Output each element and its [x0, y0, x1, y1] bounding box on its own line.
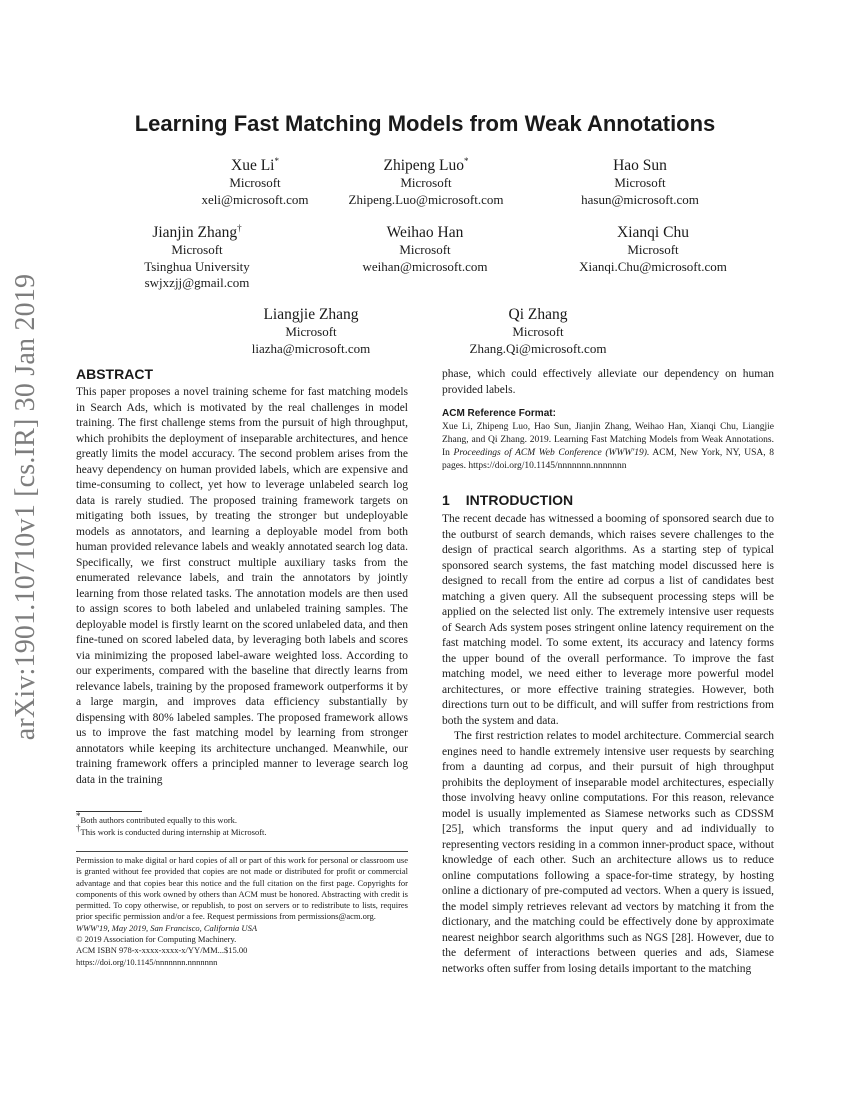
author-name: Qi Zhang	[508, 306, 568, 323]
isbn-line: ACM ISBN 978-x-xxxx-xxxx-x/YY/MM...$15.00	[76, 945, 248, 956]
author-block	[311, 156, 541, 208]
author-name: Jianjin Zhang	[152, 224, 238, 241]
abstract-continuation: phase, which could effectively alleviate our dependency on human provided labels.	[442, 368, 774, 396]
author-email: liazha@microsoft.com	[251, 340, 371, 356]
author-affiliation: Microsoft	[399, 242, 451, 257]
footnote	[76, 811, 408, 826]
author-block	[538, 223, 768, 275]
introduction-paragraph: The first restriction relates to model architecture. Commercial search engines need to handle extremely intensive user requests by searching from a daunting ad corpus, and their pursuit of high throughput prohibits the deployment of inseparable model architectures, especially those involving heavy online computations. For this reason, relevance model is usually implemented as Siamese networks such as CDSSM [25], which transforms the input query and ad individually to representing vectors residing in a common inner-product space, without knowledge of each other. Such an architecture allows us to reduce online computations following a space-for-time strategy, by hosting online a dictionary of pre-computed ad vectors. When a query is issued, the model simply retrieves relevant ad vectors by matching it from the dictionary, and the matching could be effectively done by approximate nearest neighbor search algorithms such as NGS [28]. However, due to the deferment of interactions between queries and ads, Siamese networks often suffer from losing details important to the matching	[442, 730, 774, 975]
author-name: Xue Li	[231, 157, 275, 174]
paper-title: Learning Fast Matching Models from Weak Annotations	[134, 111, 716, 136]
author-affiliation: Microsoft	[627, 242, 679, 257]
abstract-text: This paper proposes a novel training scheme for fast matching models in Search Ads, which is motivated by the real challenges in model training. The first challenge stems from the pursuit of high throughput, which prohibits the deployment of inseparable architectures, and hence greatly limits the model accuracy. The second problem arises from the heavy dependency on human provided labels, which are expensive and time-consuming to collect, yet how to leverage unlabeled search log data is rarely studied. The proposed training framework targets on mitigating both issues, by treating the stronger but undeployable models as annotators, and learning a deployable model from both human provided relevance labels and weakly annotated search log data. Specifically, we first construct multiple auxiliary tasks from the enumerated relevance labels, and train the annotators by jointly learning from those related tasks. The annotation models are then used to assign scores to both labeled and unlabeled training samples. The deployable model is firstly learnt on the scored unlabeled data, and then fine-tuned on scored labeled data, by leveraging both labels and scores via minimizing the proposed label-aware weighted loss. According to our experiments, compared with the baseline that directly learns from relevance labels, training by the proposed framework outperforms it by a large margin, and improves data efficiency substantially by dispensing with 80% labeled samples. The proposed framework allows us to improve the fast matching model by learning from stronger annotators while keeping its architecture unchanged. Meanwhile, our training framework offers a principled manner to leverage search log data in the training	[76, 386, 408, 786]
author-mark: *	[274, 155, 279, 166]
author-block	[423, 305, 653, 357]
permission-divider	[76, 851, 408, 852]
author-name: Zhipeng Luo	[383, 157, 464, 174]
abstract-section	[76, 366, 408, 788]
section-number: 1	[442, 492, 450, 508]
author-affiliation: Microsoft	[285, 324, 337, 339]
right-column	[442, 367, 774, 977]
author-affiliation: Tsinghua University	[144, 258, 250, 274]
author-email: Zhipeng.Luo@microsoft.com	[348, 191, 504, 207]
introduction-heading	[442, 492, 774, 508]
author-email: xeli@microsoft.com	[201, 191, 309, 207]
author-name: Xianqi Chu	[617, 224, 689, 241]
footnote	[76, 823, 408, 838]
author-block	[82, 223, 312, 292]
introduction-paragraph: The recent decade has witnessed a booming of sponsored search due to the outburst of search demands, which raises severe challenges to the design of practical search algorithms. As a starting step of typical sponsored search systems, the fast matching model discussed here is designed to recall from the entire ad corpus a list of candidates best matching a given query. All the subsequent processing steps will be applied on the selected list only. The extremely intensive user requests of Search Ads system poses stringent online latency requirement on the fast matching model. To some extent, its accuracy and latency forms the upper bound of the overall performance. To improve the fast matching model, we need either to leverage more powerful model architectures, or more effective training strategies. However, both directions turn out to be difficult, and will suffer from restrictions from both the system and data.	[442, 513, 774, 727]
footnote-text: Both authors contributed equally to this work.	[80, 815, 238, 825]
author-block	[196, 305, 426, 357]
doi-line: https://doi.org/10.1145/nnnnnnn.nnnnnnn	[76, 956, 218, 967]
permission-block	[76, 855, 408, 968]
venue-line: WWW'19, May 2019, San Francisco, California USA	[76, 922, 258, 933]
author-block	[525, 156, 755, 208]
acm-reference-heading: ACM Reference Format:	[442, 408, 556, 419]
arxiv-stamp: arXiv:1901.10710v1 [cs.IR] 30 Jan 2019	[10, 273, 41, 741]
section-title: INTRODUCTION	[465, 492, 574, 508]
copyright-line: © 2019 Association for Computing Machinery.	[76, 934, 237, 945]
author-email: swjxzjj@gmail.com	[144, 275, 250, 290]
acm-reference	[442, 408, 774, 473]
author-affiliation: Microsoft	[229, 175, 281, 190]
author-email: hasun@microsoft.com	[581, 191, 699, 207]
author-email: Xianqi.Chu@microsoft.com	[579, 258, 727, 274]
author-email: Zhang.Qi@microsoft.com	[469, 340, 607, 356]
author-name: Liangjie Zhang	[263, 306, 359, 323]
author-email: weihan@microsoft.com	[362, 258, 488, 274]
author-mark: *	[464, 155, 469, 166]
footnote-mark: †	[76, 823, 81, 834]
author-mark: †	[237, 222, 242, 233]
author-affiliation: Microsoft	[512, 324, 564, 339]
author-affiliation: Microsoft	[614, 175, 666, 190]
author-name: Weihao Han	[386, 224, 464, 241]
author-affiliation: Microsoft	[400, 175, 452, 190]
author-block	[310, 223, 540, 275]
author-affiliation: Microsoft	[171, 242, 223, 257]
acm-reference-text: Xue Li, Zhipeng Luo, Hao Sun, Jianjin Zhang, Weihao Han, Xianqi Chu, Liangjie Zhang, and Qi Zhang. 2019. Learning Fast Matching Models from Weak Annotations. In Proceedings of ACM Web Conference (WWW'19). ACM, New York, NY, USA, 8 pages. https://doi.org/10.1145/nnnnnnn.nnnnnnn	[442, 422, 774, 471]
author-name: Hao Sun	[613, 157, 667, 174]
footnote-text: This work is conducted during internship at Microsoft.	[80, 827, 267, 837]
abstract-heading: ABSTRACT	[76, 366, 153, 382]
footnote-mark: *	[76, 811, 81, 822]
footnote-divider	[76, 811, 142, 812]
permission-text: Permission to make digital or hard copies of all or part of this work for personal or classroom use is granted without fee provided that copies are not made or distributed for profit or commercial advantage and that copies bear this notice and the full citation on the first page. Copyrights for components of this work owned by others than ACM must be honored. Abstracting with credit is permitted. To copy otherwise, or republish, to post on servers or to redistribute to lists, requires prior specific permission and/or a fee. Request permissions from permissions@acm.org.	[76, 855, 408, 922]
